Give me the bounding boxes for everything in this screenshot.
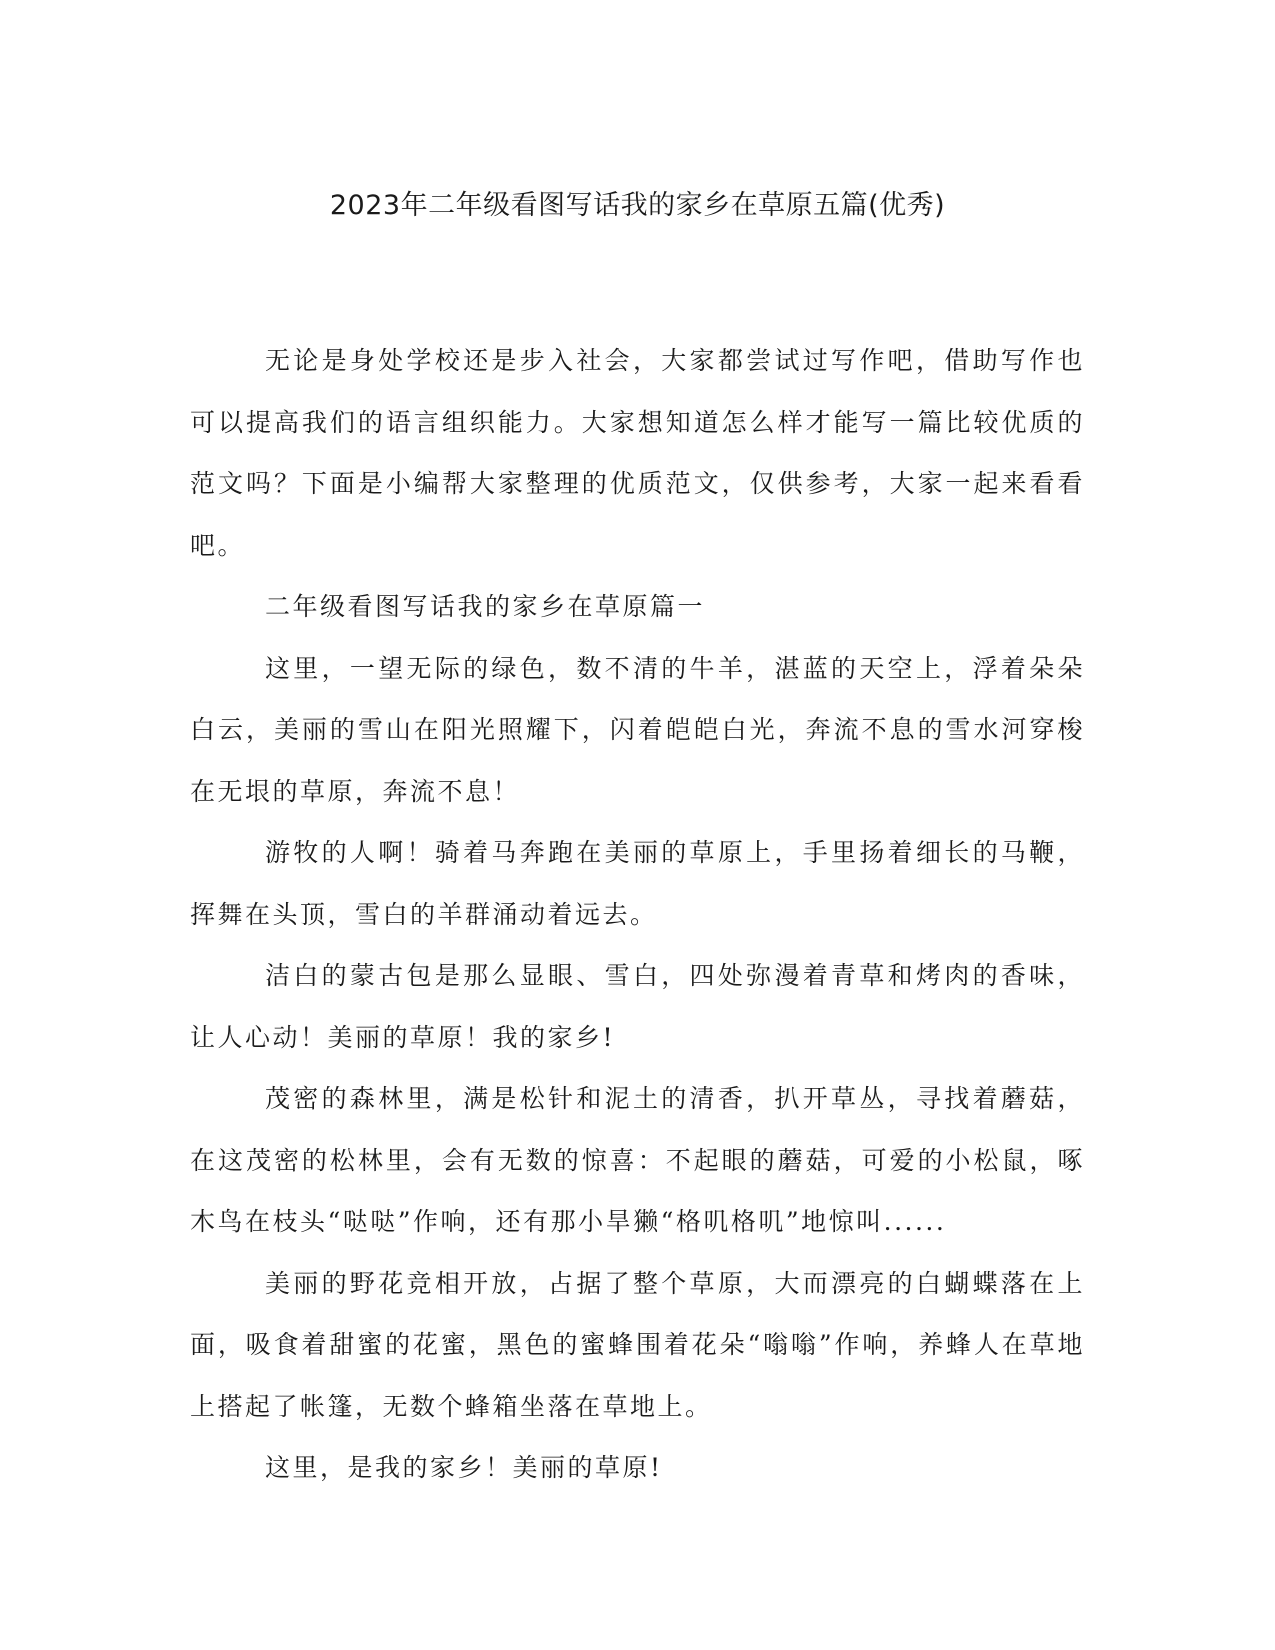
body-paragraph: 茂密的森林里，满是松针和泥土的清香，扒开草丛，寻找着蘑菇，在这茂密的松林里，会有无数的惊喜：不起眼的蘑菇，可爱的小松鼠，啄木鸟在枝头“哒哒”作响，还有那小旱獭“格叽格叽”地惊叫...... — [190, 1084, 1085, 1236]
body-paragraph: 洁白的蒙古包是那么显眼、雪白，四处弥漫着青草和烤肉的香味，让人心动！美丽的草原！我的家乡! — [190, 961, 1085, 1052]
body-paragraph: 美丽的野花竞相开放，占据了整个草原，大而漂亮的白蝴蝶落在上面，吸食着甜蜜的花蜜，黑色的蜜蜂围着花朵“嗡嗡”作响，养蜂人在草地上搭起了帐篷，无数个蜂箱坐落在草地上。 — [190, 1268, 1085, 1421]
document-title: 2023年二年级看图写话我的家乡在草原五篇(优秀) — [329, 190, 946, 221]
body-paragraph: 这里，一望无际的绿色，数不清的牛羊，湛蓝的天空上，浮着朵朵白云，美丽的雪山在阳光照耀下，闪着皑皑白光，奔流不息的雪水河穿梭在无垠的草原，奔流不息！ — [190, 653, 1085, 806]
intro-paragraph: 无论是身处学校还是步入社会，大家都尝试过写作吧，借助写作也可以提高我们的语言组织能力。大家想知道怎么样才能写一篇比较优质的范文吗？下面是小编帮大家整理的优质范文，仅供参考，大家一起来看看吧。 — [190, 346, 1085, 560]
body-paragraph: 这里，是我的家乡！美丽的草原! — [265, 1453, 663, 1482]
document-body — [190, 330, 1085, 1499]
section-heading: 二年级看图写话我的家乡在草原篇一 — [265, 592, 706, 621]
body-paragraph: 游牧的人啊！骑着马奔跑在美丽的草原上，手里扬着细长的马鞭，挥舞在头顶，雪白的羊群涌动着远去。 — [190, 838, 1085, 929]
